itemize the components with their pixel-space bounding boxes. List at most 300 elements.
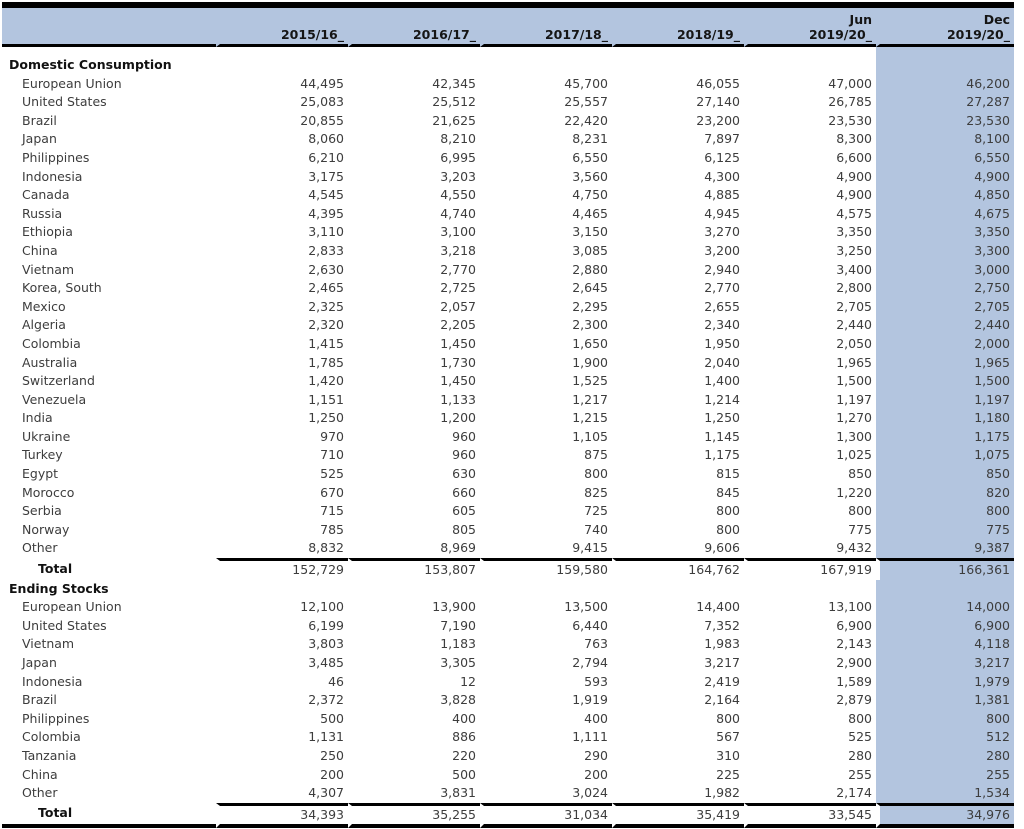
value-cell: 8,231: [572, 131, 608, 147]
value-cell: 1,131: [308, 729, 344, 745]
row-label: Venezuela: [22, 391, 87, 407]
value-cell: 2,040: [704, 354, 740, 370]
value-cell: 310: [716, 747, 740, 763]
value-cell: 3,300: [876, 242, 1014, 261]
data-row: [2, 728, 1014, 747]
value-cell: 4,395: [308, 205, 344, 221]
value-cell: 1,525: [572, 373, 608, 389]
table-body: [2, 47, 1014, 828]
value-cell: 2,143: [836, 636, 872, 652]
row-label: Norway: [22, 521, 70, 537]
row-label: Indonesia: [22, 673, 83, 689]
value-cell: 44,495: [300, 75, 344, 91]
row-label: Colombia: [22, 729, 81, 745]
value-cell: 1,534: [876, 784, 1014, 803]
value-cell: 1,075: [876, 446, 1014, 465]
value-cell: 9,606: [704, 540, 740, 556]
year-suffix: _: [469, 27, 476, 42]
value-cell: 280: [876, 747, 1014, 766]
row-label: India: [22, 410, 53, 426]
row-label: Australia: [22, 354, 78, 370]
value-cell: 1,300: [836, 428, 872, 444]
value-cell: 3,803: [308, 636, 344, 652]
value-cell: 1,500: [836, 373, 872, 389]
value-cell: 2,880: [572, 261, 608, 277]
row-label: European Union: [22, 75, 122, 91]
year-label: 2018/19: [676, 27, 734, 42]
value-cell: 400: [584, 710, 608, 726]
value-cell: 6,995: [440, 149, 476, 165]
value-cell: 220: [452, 747, 476, 763]
section-header-row: [2, 47, 1014, 75]
total-value-cell: 153,807: [348, 558, 480, 580]
row-label: Colombia: [22, 335, 81, 351]
value-cell: 1,025: [836, 447, 872, 463]
data-row: [2, 521, 1014, 540]
value-cell: 8,969: [440, 540, 476, 556]
total-value-cell: 31,034: [480, 803, 612, 829]
value-cell: 2,465: [308, 280, 344, 296]
value-cell: 2,419: [704, 673, 740, 689]
value-cell: 1,730: [440, 354, 476, 370]
value-cell: 1,175: [876, 428, 1014, 447]
value-cell: 1,900: [572, 354, 608, 370]
total-value-cell: 152,729: [216, 558, 348, 580]
value-cell: 2,900: [836, 655, 872, 670]
row-label-column-header: [2, 8, 216, 47]
row-label: Ethiopia: [22, 224, 73, 240]
value-cell: 850: [848, 466, 872, 482]
value-cell: 763: [584, 636, 608, 652]
value-cell: 2,164: [704, 692, 740, 708]
empty-cell: [348, 580, 480, 599]
section-header-row: [2, 580, 1014, 599]
value-cell: 3,831: [440, 785, 476, 801]
value-cell: 800: [876, 502, 1014, 521]
value-cell: 1,965: [836, 354, 872, 370]
value-cell: 200: [584, 766, 608, 782]
value-cell: 775: [848, 521, 872, 537]
year-label: 2015/16: [280, 27, 338, 42]
data-row: [2, 766, 1014, 785]
value-cell: 1,200: [440, 410, 476, 426]
data-row: [2, 673, 1014, 692]
data-row: [2, 654, 1014, 673]
empty-cell: [876, 47, 1014, 75]
value-cell: 250: [320, 747, 344, 763]
data-row: [2, 784, 1014, 803]
value-cell: 4,307: [308, 785, 344, 801]
value-cell: 6,600: [836, 149, 872, 165]
empty-cell: [876, 580, 1014, 599]
value-cell: 280: [848, 747, 872, 763]
value-cell: 23,530: [828, 112, 872, 128]
year-suffix: _: [601, 27, 608, 42]
total-label: Total: [2, 803, 216, 829]
value-cell: 23,530: [876, 112, 1014, 131]
value-cell: 1,220: [836, 484, 872, 500]
year-suffix: _: [1003, 27, 1010, 42]
value-cell: 2,645: [572, 280, 608, 296]
value-cell: 1,270: [836, 410, 872, 426]
value-cell: 6,125: [704, 149, 740, 165]
value-cell: 4,900: [836, 168, 872, 184]
value-cell: 2,440: [876, 316, 1014, 335]
data-row: [2, 747, 1014, 766]
column-header-2015-16: [216, 8, 348, 47]
data-row: [2, 205, 1014, 224]
value-cell: 2,000: [876, 335, 1014, 354]
value-cell: 1,500: [876, 372, 1014, 391]
header-row: [2, 8, 1014, 47]
value-cell: 775: [876, 521, 1014, 540]
value-cell: 46,200: [876, 75, 1014, 94]
year-suffix: _: [337, 27, 344, 42]
value-cell: 2,320: [308, 317, 344, 333]
row-label: European Union: [22, 599, 122, 615]
value-cell: 2,705: [876, 298, 1014, 317]
value-cell: 3,217: [704, 655, 740, 670]
data-row: [2, 691, 1014, 710]
data-row: [2, 242, 1014, 261]
total-value-cell: 166,361: [876, 558, 1014, 580]
data-row: [2, 279, 1014, 298]
value-cell: 13,100: [828, 599, 872, 615]
value-cell: 8,210: [440, 131, 476, 147]
value-cell: 800: [848, 710, 872, 726]
value-cell: 4,900: [876, 168, 1014, 187]
data-row: [2, 316, 1014, 335]
row-label: Other: [22, 785, 58, 801]
total-value-cell: 35,419: [612, 803, 744, 829]
value-cell: 800: [848, 503, 872, 519]
value-cell: 4,675: [876, 205, 1014, 224]
value-cell: 3,560: [572, 168, 608, 184]
data-row: [2, 261, 1014, 280]
value-cell: 2,057: [440, 298, 476, 314]
value-cell: 660: [452, 484, 476, 500]
value-cell: 2,205: [440, 317, 476, 333]
value-cell: 4,465: [572, 205, 608, 221]
value-cell: 1,450: [440, 335, 476, 351]
value-cell: 14,000: [876, 598, 1014, 617]
value-cell: 3,305: [440, 655, 476, 670]
value-cell: 4,945: [704, 205, 740, 221]
value-cell: 1,979: [876, 673, 1014, 692]
value-cell: 8,300: [836, 131, 872, 147]
row-label: United States: [22, 94, 107, 110]
data-row: [2, 112, 1014, 131]
row-label: Canada: [22, 187, 70, 203]
value-cell: 567: [716, 729, 740, 745]
value-cell: 12: [460, 673, 476, 689]
value-cell: 800: [584, 466, 608, 482]
value-cell: 805: [452, 521, 476, 537]
value-cell: 2,750: [876, 279, 1014, 298]
total-row: [2, 803, 1014, 829]
value-cell: 2,300: [572, 317, 608, 333]
value-cell: 605: [452, 503, 476, 519]
row-label: Korea, South: [22, 280, 102, 296]
value-cell: 1,250: [704, 410, 740, 426]
data-row: [2, 710, 1014, 729]
value-cell: 500: [452, 766, 476, 782]
value-cell: 2,940: [704, 261, 740, 277]
value-cell: 820: [876, 484, 1014, 503]
row-label: Indonesia: [22, 168, 83, 184]
value-cell: 3,100: [440, 224, 476, 240]
value-cell: 1,589: [836, 673, 872, 689]
row-label: Turkey: [22, 447, 63, 463]
value-cell: 2,174: [836, 785, 872, 801]
total-value-cell: 34,976: [876, 803, 1014, 829]
value-cell: 2,879: [836, 692, 872, 708]
value-cell: 47,000: [828, 75, 872, 91]
value-cell: 1,133: [440, 391, 476, 407]
data-row: [2, 409, 1014, 428]
empty-cell: [480, 47, 612, 75]
row-label: China: [22, 766, 58, 782]
value-cell: 13,500: [564, 599, 608, 615]
row-label: Egypt: [22, 466, 59, 482]
row-label: Brazil: [22, 692, 57, 708]
total-value-cell: 34,393: [216, 803, 348, 829]
year-label: 2016/17: [412, 27, 470, 42]
table-header: [2, 8, 1014, 47]
value-cell: 46: [328, 673, 344, 689]
value-cell: 2,705: [836, 298, 872, 314]
data-row: [2, 335, 1014, 354]
data-row: [2, 298, 1014, 317]
total-value-cell: 159,580: [480, 558, 612, 580]
value-cell: 1,145: [704, 428, 740, 444]
value-cell: 1,950: [704, 335, 740, 351]
data-row: [2, 428, 1014, 447]
value-cell: 200: [320, 766, 344, 782]
value-cell: 1,983: [704, 636, 740, 652]
value-cell: 255: [848, 766, 872, 782]
row-label: Ukraine: [22, 428, 71, 444]
value-cell: 1,214: [704, 391, 740, 407]
value-cell: 2,325: [308, 298, 344, 314]
value-cell: 27,287: [876, 93, 1014, 112]
data-row: [2, 484, 1014, 503]
row-label: Vietnam: [22, 261, 75, 277]
value-cell: 970: [320, 428, 344, 444]
value-cell: 4,575: [836, 205, 872, 221]
value-cell: 9,415: [572, 540, 608, 556]
value-cell: 2,833: [308, 242, 344, 258]
row-label: Philippines: [22, 149, 90, 165]
row-label: Serbia: [22, 503, 62, 519]
value-cell: 3,218: [440, 242, 476, 258]
value-cell: 7,897: [704, 131, 740, 147]
value-cell: 725: [584, 503, 608, 519]
total-value-cell: 164,762: [612, 558, 744, 580]
value-cell: 1,965: [876, 354, 1014, 373]
value-cell: 20,855: [300, 112, 344, 128]
value-cell: 2,725: [440, 280, 476, 296]
value-cell: 800: [716, 521, 740, 537]
value-cell: 25,512: [432, 94, 476, 110]
value-cell: 1,217: [572, 391, 608, 407]
value-cell: 525: [320, 466, 344, 482]
value-cell: 3,000: [876, 261, 1014, 280]
total-label: Total: [38, 560, 73, 576]
value-cell: 290: [584, 747, 608, 763]
section-title: Ending Stocks: [9, 580, 109, 596]
section-title: Domestic Consumption: [9, 57, 172, 72]
value-cell: 1,400: [704, 373, 740, 389]
value-cell: 45,700: [564, 75, 608, 91]
total-value-cell: 167,919: [744, 558, 876, 580]
value-cell: 845: [716, 484, 740, 500]
value-cell: 14,400: [696, 599, 740, 615]
value-cell: 21,625: [432, 112, 476, 128]
value-cell: 670: [320, 484, 344, 500]
data-row: [2, 186, 1014, 205]
value-cell: 2,794: [572, 655, 608, 670]
data-row: [2, 130, 1014, 149]
value-cell: 1,197: [836, 391, 872, 407]
value-cell: 2,050: [836, 335, 872, 351]
value-cell: 825: [584, 484, 608, 500]
value-cell: 3,350: [836, 224, 872, 240]
value-cell: 3,024: [572, 785, 608, 801]
value-cell: 2,770: [440, 261, 476, 277]
value-cell: 2,800: [836, 280, 872, 296]
value-cell: 886: [452, 729, 476, 745]
row-label: Other: [22, 540, 58, 556]
column-header-2017-18: [480, 8, 612, 47]
value-cell: 1,415: [308, 335, 344, 351]
value-cell: 1,650: [572, 335, 608, 351]
row-label: Russia: [22, 205, 63, 221]
value-cell: 3,828: [440, 692, 476, 708]
data-row: [2, 502, 1014, 521]
empty-cell: [348, 47, 480, 75]
value-cell: 3,110: [308, 224, 344, 240]
year-suffix: _: [865, 27, 872, 42]
total-row: [2, 558, 1014, 580]
value-cell: 1,919: [572, 692, 608, 708]
value-cell: 25,557: [564, 94, 608, 110]
value-cell: 4,885: [704, 187, 740, 203]
data-row: [2, 372, 1014, 391]
value-cell: 6,550: [876, 149, 1014, 168]
value-cell: 800: [876, 710, 1014, 729]
value-cell: 1,250: [308, 410, 344, 426]
value-cell: 2,440: [836, 317, 872, 333]
value-cell: 6,900: [876, 617, 1014, 636]
total-value-cell: 33,545: [744, 803, 876, 829]
data-row: [2, 539, 1014, 558]
value-cell: 875: [584, 447, 608, 463]
value-cell: 6,900: [836, 617, 872, 633]
value-cell: 710: [320, 447, 344, 463]
value-cell: 1,183: [440, 636, 476, 652]
value-cell: 26,785: [828, 94, 872, 110]
value-cell: 593: [584, 673, 608, 689]
value-cell: 3,485: [308, 655, 344, 670]
empty-cell: [612, 580, 744, 599]
empty-cell: [480, 580, 612, 599]
data-row: [2, 598, 1014, 617]
data-row: [2, 391, 1014, 410]
column-header-dec-2019-20: [876, 8, 1014, 47]
data-row: [2, 465, 1014, 484]
value-cell: 8,832: [308, 540, 344, 556]
value-cell: 960: [452, 428, 476, 444]
data-row: [2, 93, 1014, 112]
value-cell: 815: [716, 466, 740, 482]
value-cell: 1,175: [704, 447, 740, 463]
row-label: China: [22, 242, 58, 258]
value-cell: 960: [452, 447, 476, 463]
value-cell: 1,111: [572, 729, 608, 745]
value-cell: 23,200: [696, 112, 740, 128]
value-cell: 3,203: [440, 168, 476, 184]
value-cell: 3,250: [836, 242, 872, 258]
value-cell: 9,432: [836, 540, 872, 556]
data-row: [2, 446, 1014, 465]
value-cell: 3,150: [572, 224, 608, 240]
value-cell: 13,900: [432, 599, 476, 615]
value-cell: 500: [320, 710, 344, 726]
empty-cell: [744, 580, 876, 599]
value-cell: 2,295: [572, 298, 608, 314]
value-cell: 8,060: [308, 131, 344, 147]
value-cell: 6,550: [572, 149, 608, 165]
year-suffix: _: [733, 27, 740, 42]
value-cell: 8,100: [876, 130, 1014, 149]
empty-cell: [216, 47, 348, 75]
value-cell: 715: [320, 503, 344, 519]
value-cell: 4,545: [308, 187, 344, 203]
value-cell: 12,100: [300, 599, 344, 615]
value-cell: 2,655: [704, 298, 740, 314]
consumption-stocks-table: [2, 8, 1014, 828]
value-cell: 1,381: [876, 691, 1014, 710]
value-cell: 3,270: [704, 224, 740, 240]
value-cell: 740: [584, 521, 608, 537]
value-cell: 1,450: [440, 373, 476, 389]
column-header-2018-19: [612, 8, 744, 47]
value-cell: 46,055: [696, 75, 740, 91]
year-label: 2017/18: [544, 27, 602, 42]
value-cell: 4,900: [836, 187, 872, 203]
value-cell: 4,118: [876, 635, 1014, 654]
value-cell: 800: [716, 503, 740, 519]
value-cell: 1,785: [308, 354, 344, 370]
value-cell: 4,850: [876, 186, 1014, 205]
column-header-2016-17: [348, 8, 480, 47]
row-label: Japan: [22, 655, 57, 670]
value-cell: 2,340: [704, 317, 740, 333]
data-row: [2, 75, 1014, 94]
value-cell: 800: [716, 710, 740, 726]
value-cell: 525: [848, 729, 872, 745]
value-cell: 2,372: [308, 692, 344, 708]
value-cell: 3,175: [308, 168, 344, 184]
value-cell: 1,982: [704, 785, 740, 801]
value-cell: 6,210: [308, 149, 344, 165]
value-cell: 27,140: [696, 94, 740, 110]
value-cell: 25,083: [300, 94, 344, 110]
value-cell: 255: [876, 766, 1014, 785]
row-label: Algeria: [22, 317, 66, 333]
row-label: Japan: [22, 131, 57, 147]
